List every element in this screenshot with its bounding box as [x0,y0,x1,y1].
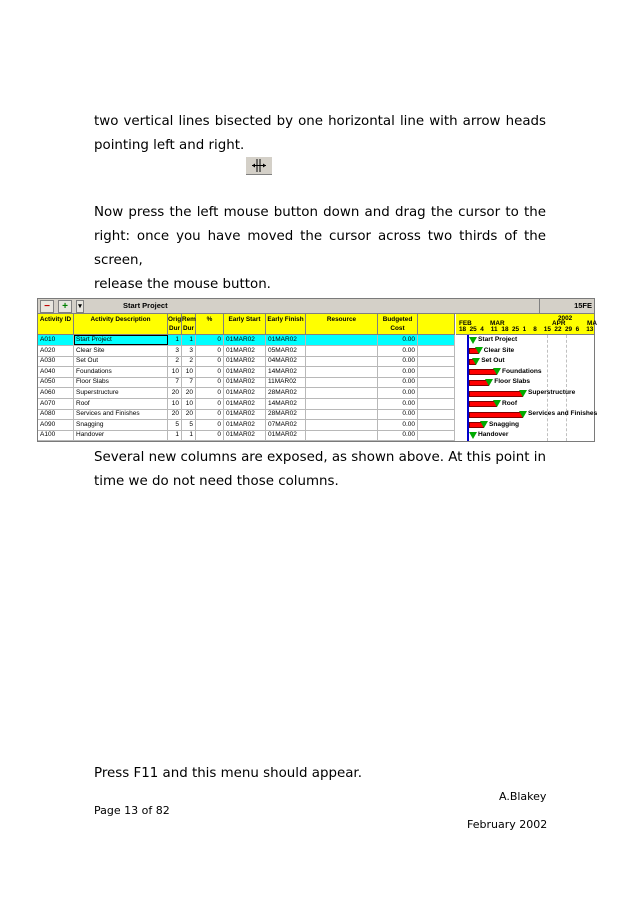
cell-cost[interactable]: 0.00 [378,346,418,356]
cell-es[interactable]: 01MAR02 [224,430,266,440]
table-row[interactable] [38,356,455,367]
cell-res[interactable] [306,377,378,387]
table-row[interactable] [38,388,455,399]
split-cursor-icon [246,157,272,175]
column-header[interactable]: Resource [306,314,378,334]
timescale-month: MAR [490,320,505,327]
cell-pct[interactable]: 0 [196,346,224,356]
cell-pct[interactable]: 0 [196,388,224,398]
schedule-grid [37,298,598,442]
cell-orig[interactable]: 7 [168,377,182,387]
column-header[interactable]: Activity ID [38,314,74,334]
gantt-bar[interactable] [469,412,523,418]
timescale-week: 22 [554,326,562,333]
footer-author: A.Blakey [499,790,547,803]
timescale-month: MA [587,320,597,327]
milestone-marker [485,379,493,386]
table-row[interactable] [38,377,455,388]
cell-empty[interactable] [418,377,455,387]
cell-ef[interactable]: 07MAR02 [266,420,306,430]
cell-rem[interactable]: 5 [182,420,196,430]
cell-cost[interactable]: 0.00 [378,377,418,387]
cell-es[interactable]: 01MAR02 [224,377,266,387]
column-header[interactable]: Rem Dur [182,316,196,332]
cell-orig[interactable]: 20 [168,388,182,398]
column-header[interactable]: Activity Description [74,314,168,334]
cell-pct[interactable]: 0 [196,335,224,345]
cell-desc[interactable]: Handover [74,430,168,440]
cell-desc[interactable]: Clear Site [74,346,168,356]
cell-orig[interactable]: 10 [168,367,182,377]
cell-ef[interactable]: 05MAR02 [266,346,306,356]
expand-button[interactable]: + [58,300,72,313]
cell-id[interactable]: A060 [38,388,74,398]
column-header[interactable]: Early Finish [266,314,306,334]
milestone-marker [469,337,477,344]
table-row[interactable] [38,346,455,357]
table-row[interactable] [38,430,455,441]
toolbar-divider [539,299,540,313]
timescale-week: 29 [565,326,573,333]
cell-orig[interactable]: 20 [168,409,182,419]
cell-id[interactable]: A050 [38,377,74,387]
cell-desc[interactable]: Superstructure [74,388,168,398]
cell-pct[interactable]: 0 [196,399,224,409]
cell-desc[interactable]: Set Out [74,356,168,366]
cell-ef[interactable]: 11MAR02 [266,377,306,387]
gantt-label: Set Out [481,357,505,365]
cell-id[interactable]: A100 [38,430,74,440]
milestone-marker [475,347,483,354]
cell-res[interactable] [306,356,378,366]
cell-rem[interactable]: 1 [182,335,196,345]
cell-ef[interactable]: 14MAR02 [266,399,306,409]
timescale-week: 18 [459,326,467,333]
cell-desc[interactable]: Start Project [74,335,168,345]
cell-ef[interactable]: 04MAR02 [266,356,306,366]
cell-rem[interactable]: 7 [182,377,196,387]
cell-desc[interactable]: Floor Slabs [74,377,168,387]
milestone-marker [519,411,527,418]
cell-res[interactable] [306,430,378,440]
cell-ef[interactable]: 28MAR02 [266,409,306,419]
milestone-marker [519,390,527,397]
timescale-week: 25 [512,326,520,333]
cell-rem[interactable]: 3 [182,346,196,356]
gantt-label: Foundations [502,367,542,375]
gantt-label: Snagging [489,420,520,428]
cell-es[interactable]: 01MAR02 [224,420,266,430]
text-line: Now press the left mouse button down and drag the cursor to the [94,205,546,220]
cell-cost[interactable]: 0.00 [378,430,418,440]
cell-ef[interactable]: 01MAR02 [266,430,306,440]
paragraph-drag-instructions [94,201,546,297]
timescale-week: 18 [501,326,509,333]
paragraph-press-f11 [94,762,546,786]
timescale-week: 11 [490,326,498,333]
cell-orig[interactable]: 2 [168,356,182,366]
gantt-label: Start Project [478,336,518,343]
cell-pct[interactable]: 0 [196,409,224,419]
gridline [547,335,548,441]
timescale-week: 6 [575,326,580,333]
cell-desc[interactable]: Roof [74,399,168,409]
cell-pct[interactable]: 0 [196,420,224,430]
milestone-marker [472,358,480,365]
milestone-marker [469,432,477,439]
text-line: Several new columns are exposed, as shown above. At this point in [94,450,546,465]
timescale-week: 4 [480,326,484,333]
text-line: right: once you have moved the cursor across two thirds of the screen, [94,229,546,268]
cell-rem[interactable]: 2 [182,356,196,366]
gantt-label: Superstructure [528,389,576,396]
cell-empty[interactable] [418,335,455,345]
milestone-marker [480,421,488,428]
cell-desc[interactable]: Services and Finishes [74,409,168,419]
gantt-label: Services and Finishes [528,410,598,418]
text-line: pointing left and right. [94,138,245,153]
column-header-empty[interactable] [418,314,455,334]
milestone-marker [493,400,501,407]
column-header-row [38,314,455,335]
cell-res[interactable] [306,335,378,345]
cell-res[interactable] [306,346,378,356]
cell-id[interactable]: A020 [38,346,74,356]
cell-id[interactable]: A090 [38,420,74,430]
cell-cost[interactable]: 0.00 [378,388,418,398]
milestone-marker [493,368,501,375]
cell-res[interactable] [306,420,378,430]
timescale-week: 1 [522,326,527,333]
cell-res[interactable] [306,388,378,398]
cell-cost[interactable]: 0.00 [378,356,418,366]
gantt-label: Floor Slabs [494,378,531,386]
cell-orig[interactable]: 3 [168,346,182,356]
cell-cost[interactable]: 0.00 [378,335,418,345]
gantt-label: Clear Site [483,346,515,354]
text-line: Press F11 and this menu should appear. [94,766,362,781]
cell-rem[interactable]: 20 [182,409,196,419]
timescale-week: 25 [469,326,477,333]
cell-rem[interactable]: 20 [182,388,196,398]
cell-res[interactable] [306,399,378,409]
table-row[interactable] [38,420,455,431]
collapse-button[interactable]: − [40,300,54,313]
table-row[interactable] [38,409,455,420]
footer-page-number: Page 13 of 82 [94,804,170,817]
cell-pct[interactable]: 0 [196,430,224,440]
cell-empty[interactable] [418,420,455,430]
cell-ef[interactable]: 28MAR02 [266,388,306,398]
cell-es[interactable]: 01MAR02 [224,335,266,345]
gantt-label: Roof [502,399,518,407]
cell-es[interactable]: 01MAR02 [224,399,266,409]
cell-desc[interactable]: Foundations [74,367,168,377]
cell-empty[interactable] [418,399,455,409]
cell-orig[interactable]: 10 [168,399,182,409]
footer-date: February 2002 [467,818,548,831]
text-line: time we do not need those columns. [94,474,339,489]
timescale-month: FEB [459,320,472,327]
cell-ef[interactable]: 01MAR02 [266,335,306,345]
timescale-week: 13 [586,326,594,333]
timescale-month: APR [552,320,566,327]
cell-res[interactable] [306,409,378,419]
cell-empty[interactable] [418,409,455,419]
cell-es[interactable]: 01MAR02 [224,356,266,366]
cell-empty[interactable] [418,346,455,356]
cell-cost[interactable]: 0.00 [378,420,418,430]
column-header[interactable]: % [196,314,224,334]
cell-pct[interactable]: 0 [196,356,224,366]
cell-rem[interactable]: 10 [182,367,196,377]
cell-empty[interactable] [418,367,455,377]
column-header[interactable]: Early Start [224,314,266,334]
cell-rem[interactable]: 1 [182,430,196,440]
gridline [566,335,567,441]
column-header[interactable]: Orig Dur [168,316,182,332]
timescale-week: 15 [543,326,551,333]
cell-cost[interactable]: 0.00 [378,399,418,409]
gantt-bar[interactable] [469,391,523,397]
cell-es[interactable]: 01MAR02 [224,367,266,377]
cell-empty[interactable] [418,356,455,366]
cell-id[interactable]: A010 [38,335,74,345]
cell-es[interactable]: 01MAR02 [224,409,266,419]
cell-pct[interactable]: 0 [196,367,224,377]
column-header[interactable]: Budgeted Cost [378,314,418,334]
cell-orig[interactable]: 1 [168,335,182,345]
cell-pct[interactable]: 0 [196,377,224,387]
cell-orig[interactable]: 5 [168,420,182,430]
table-row[interactable] [38,335,455,346]
cell-cost[interactable]: 0.00 [378,367,418,377]
cell-id[interactable]: A040 [38,367,74,377]
timescale-date: 15FE [574,301,592,310]
cell-empty[interactable] [418,388,455,398]
edit-bar-activity-title[interactable]: Start Project [123,301,168,310]
cell-ef[interactable]: 14MAR02 [266,367,306,377]
cell-id[interactable]: A070 [38,399,74,409]
cell-es[interactable]: 01MAR02 [224,388,266,398]
cell-empty[interactable] [418,430,455,440]
paragraph-new-columns [94,446,546,494]
cell-orig[interactable]: 1 [168,430,182,440]
cell-id[interactable]: A030 [38,356,74,366]
grid-toolbar [38,299,594,314]
table-row[interactable] [38,399,455,410]
paragraph-cursor-description [94,110,546,158]
cell-desc[interactable]: Snagging [74,420,168,430]
cell-id[interactable]: A080 [38,409,74,419]
text-line: release the mouse button. [94,277,271,292]
cell-rem[interactable]: 10 [182,399,196,409]
table-row[interactable] [38,367,455,378]
text-line: two vertical lines bisected by one horizontal line with arrow heads [94,114,546,129]
cell-es[interactable]: 01MAR02 [224,346,266,356]
timescale-week: 8 [533,326,537,333]
chevron-down-icon[interactable]: ▾ [76,300,84,313]
cell-cost[interactable]: 0.00 [378,409,418,419]
gantt-timescale-header [456,314,597,335]
gantt-label: Handover [478,431,509,439]
timescale-year: 2002 [558,315,573,322]
cell-res[interactable] [306,367,378,377]
